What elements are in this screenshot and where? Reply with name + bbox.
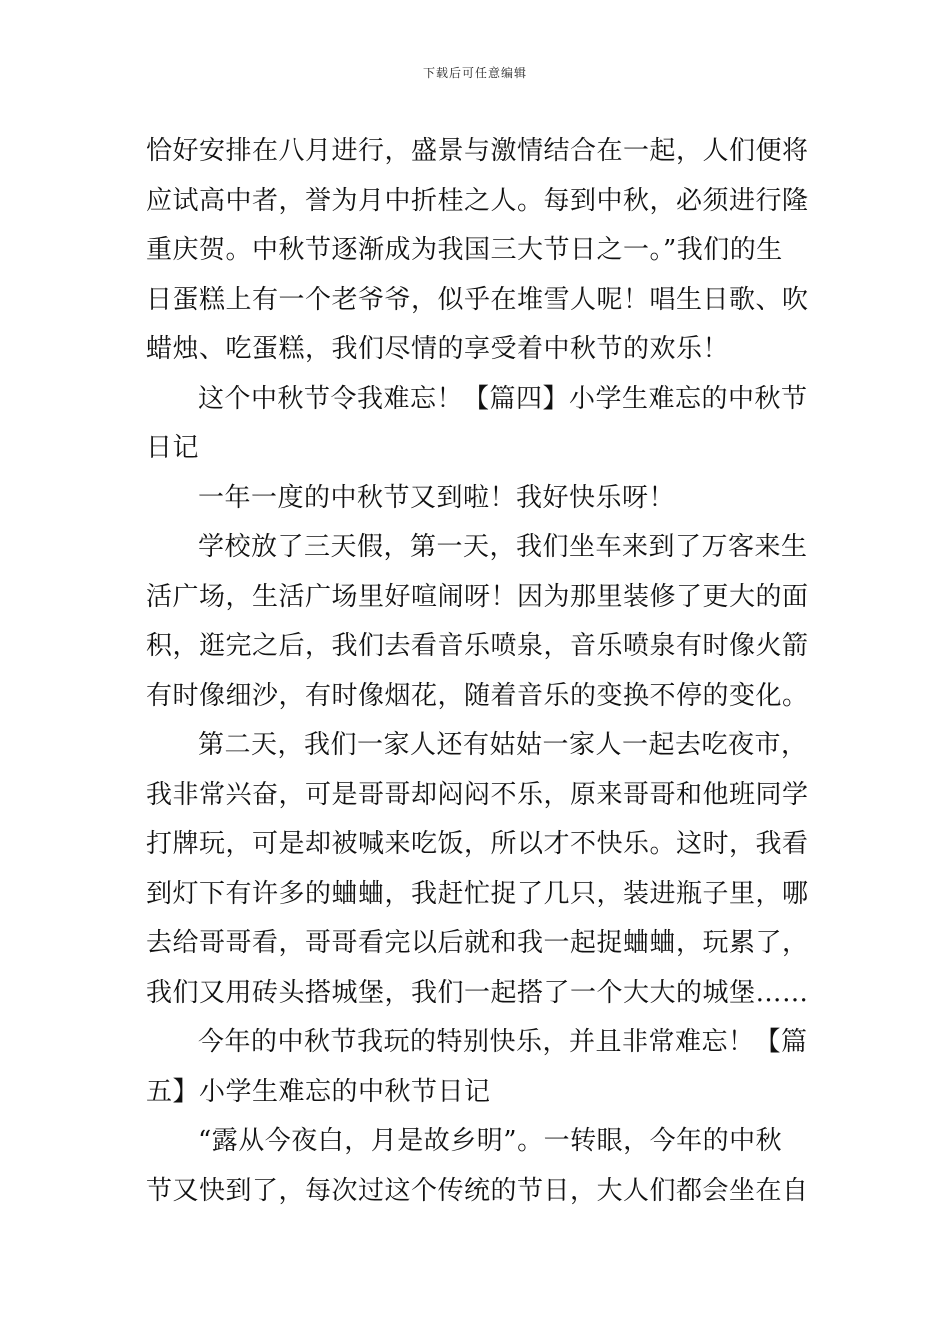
text-line: 到灯下有许多的蛐蛐，我赶忙捉了几只，装进瓶子里，哪 <box>146 878 809 909</box>
page-header: 下载后可任意编辑 <box>422 66 527 80</box>
text-line: “露从今夜白，月是故乡明”。一转眼，今年的中秋 <box>198 1126 783 1156</box>
text-line: 打牌玩，可是却被喊来吃饭，所以才不快乐。这时，我看 <box>146 829 809 859</box>
text-line: 应试高中者，誉为月中折桂之人。每到中秋，必须进行隆 <box>146 185 809 216</box>
text-line: 蜡烛、吃蛋糕，我们尽情的享受着中秋节的欢乐！ <box>146 334 730 364</box>
document-body <box>146 127 809 1216</box>
text-line: 日记 <box>146 433 200 463</box>
text-line: 去给哥哥看，哥哥看完以后就和我一起捉蛐蛐，玩累了， <box>146 928 809 958</box>
text-line: 日蛋糕上有一个老爷爷，似乎在堆雪人呢！唱生日歌、吹 <box>146 284 809 315</box>
text-line: 一年一度的中秋节又到啦！我好快乐呀！ <box>198 482 676 513</box>
text-line: 这个中秋节令我难忘！【篇四】小学生难忘的中秋节 <box>198 383 808 414</box>
text-line: 今年的中秋节我玩的特别快乐，并且非常难忘！【篇 <box>198 1027 808 1057</box>
text-line: 我们又用砖头搭城堡，我们一起搭了一个大大的城堡…… <box>146 977 809 1008</box>
text-line: 有时像细沙，有时像烟花，随着音乐的变换不停的变化。 <box>146 680 809 711</box>
text-line: 五】小学生难忘的中秋节日记 <box>146 1076 491 1107</box>
text-line: 活广场，生活广场里好喧闹呀！因为那里装修了更大的面 <box>146 581 809 612</box>
text-line: 第二天，我们一家人还有姑姑一家人一起去吃夜市， <box>198 730 808 760</box>
text-line: 恰好安排在八月进行，盛景与激情结合在一起，人们便将 <box>146 136 809 166</box>
text-line: 学校放了三天假，第一天，我们坐车来到了万客来生 <box>198 532 808 562</box>
text-line: 我非常兴奋，可是哥哥却闷闷不乐，原来哥哥和他班同学 <box>146 779 809 810</box>
text-line: 积，逛完之后，我们去看音乐喷泉，音乐喷泉有时像火箭 <box>146 631 809 661</box>
text-line: 重庆贺。中秋节逐渐成为我国三大节日之一。”我们的生 <box>146 235 783 265</box>
text-line: 节又快到了，每次过这个传统的节日，大人们都会坐在自 <box>146 1175 809 1206</box>
